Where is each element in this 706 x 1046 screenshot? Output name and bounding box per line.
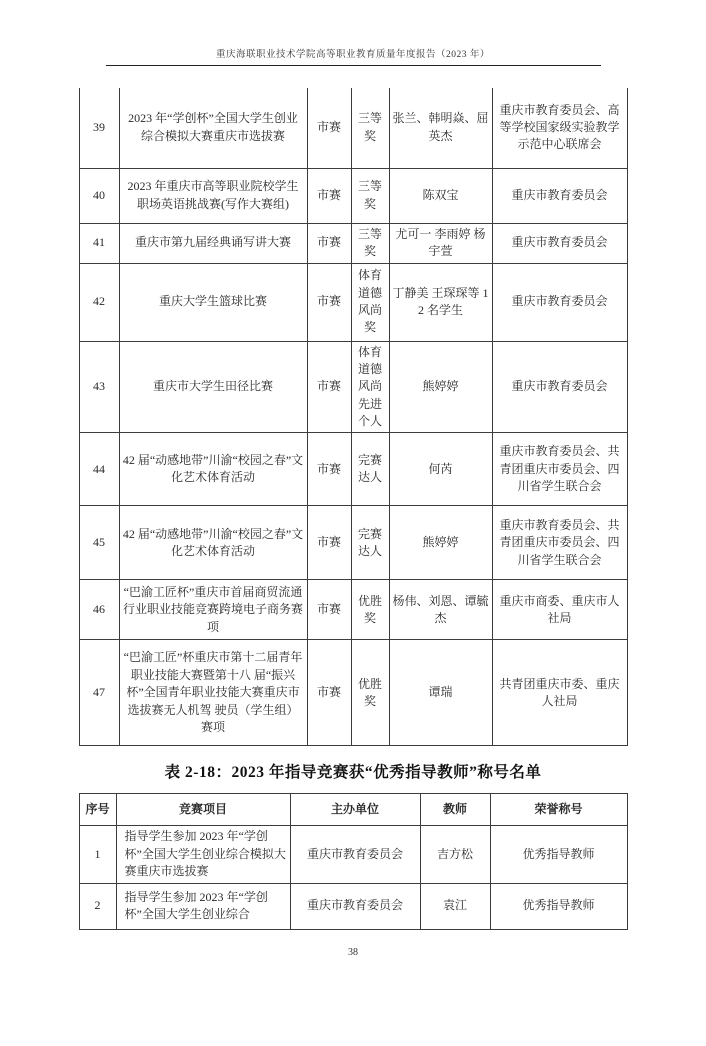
project-cell: 重庆市大学生田径比赛 — [119, 341, 307, 433]
organizer-cell: 重庆市教育委员会、共青团重庆市委员会、四川省学生联合会 — [492, 433, 627, 506]
students-cell: 丁静美 王琛琛等 12 名学生 — [389, 263, 492, 341]
award-cell: 完赛达人 — [351, 433, 389, 506]
students-cell: 张兰、韩明焱、屈英杰 — [389, 88, 492, 168]
row-number-cell: 46 — [79, 580, 119, 640]
table-row — [79, 168, 627, 223]
organizer-cell: 重庆市教育委员会 — [492, 263, 627, 341]
teacher-cell: 袁江 — [420, 883, 490, 929]
students-cell: 陈双宝 — [389, 168, 492, 223]
students-cell: 谭瑞 — [389, 640, 492, 746]
organizer-cell: 重庆市教育委员会、高等学校国家级实验教学示范中心联席会 — [492, 88, 627, 168]
row-number-cell: 41 — [79, 223, 119, 263]
organizer-cell: 重庆市教育委员会、共青团重庆市委员会、四川省学生联合会 — [492, 506, 627, 580]
row-number-cell: 43 — [79, 341, 119, 433]
organizer-cell: 重庆市教育委员会 — [492, 168, 627, 223]
table-row — [79, 580, 627, 640]
row-number-cell: 42 — [79, 263, 119, 341]
organizer-cell: 重庆市教育委员会 — [290, 883, 420, 929]
level-cell: 市赛 — [307, 223, 351, 263]
project-cell: 重庆大学生篮球比赛 — [119, 263, 307, 341]
table-caption: 表 2-18：2023 年指导竞赛获“优秀指导教师”称号名单 — [164, 764, 542, 782]
award-cell: 三等奖 — [351, 223, 389, 263]
row-number-cell: 1 — [79, 826, 116, 883]
level-cell: 市赛 — [307, 88, 351, 168]
competition-awards-table — [79, 88, 628, 746]
teacher-cell: 吉方松 — [420, 826, 490, 883]
organizer-cell: 重庆市教育委员会 — [290, 826, 420, 883]
project-cell: “巴渝工匠”杯重庆市第十二届青年职业技能大赛暨第十八 届“振兴杯”全国青年职业技能大赛重庆市选拔赛无人机驾 驶员（学生组）赛项 — [119, 640, 307, 746]
row-number-cell: 44 — [79, 433, 119, 506]
table-row — [79, 88, 627, 168]
row-number-cell: 2 — [79, 883, 116, 929]
level-cell: 市赛 — [307, 433, 351, 506]
project-cell: 2023 年重庆市高等职业院校学生职场英语挑战赛(写作大赛组) — [119, 168, 307, 223]
outstanding-teachers-table — [79, 793, 628, 929]
award-cell: 体育道德风尚先进个人 — [351, 341, 389, 433]
table-row — [79, 883, 627, 929]
row-number-cell: 47 — [79, 640, 119, 746]
table-row — [79, 640, 627, 746]
row-number-cell: 45 — [79, 506, 119, 580]
level-cell: 市赛 — [307, 263, 351, 341]
table-row — [79, 341, 627, 433]
column-header-project: 竞赛项目 — [116, 794, 290, 826]
project-cell: 指导学生参加 2023 年“学创杯”全国大学生创业综合 — [116, 883, 290, 929]
project-cell: 2023 年“学创杯”全国大学生创业综合模拟大赛重庆市选拔赛 — [119, 88, 307, 168]
award-cell: 体育道德风尚奖 — [351, 263, 389, 341]
table-header-row — [79, 794, 627, 826]
table-row — [79, 223, 627, 263]
project-cell: 42 届“动感地带”川渝“校园之春”文化艺术体育活动 — [119, 433, 307, 506]
column-header-organizer: 主办单位 — [290, 794, 420, 826]
page-number: 38 — [348, 946, 358, 958]
project-cell: 指导学生参加 2023 年“学创杯”全国大学生创业综合模拟大赛重庆市选拔赛 — [116, 826, 290, 883]
column-header-honor: 荣誉称号 — [490, 794, 627, 826]
level-cell: 市赛 — [307, 168, 351, 223]
level-cell: 市赛 — [307, 580, 351, 640]
students-cell: 熊婷婷 — [389, 506, 492, 580]
table-row — [79, 263, 627, 341]
award-cell: 完赛达人 — [351, 506, 389, 580]
honor-cell: 优秀指导教师 — [490, 883, 627, 929]
organizer-cell: 重庆市教育委员会 — [492, 341, 627, 433]
project-cell: 42 届“动感地带”川渝“校园之春”文化艺术体育活动 — [119, 506, 307, 580]
award-cell: 优胜奖 — [351, 580, 389, 640]
project-cell: “巴渝工匠杯”重庆市首届商贸流通行业职业技能竞赛跨境电子商务赛项 — [119, 580, 307, 640]
students-cell: 杨伟、刘恩、谭毓杰 — [389, 580, 492, 640]
level-cell: 市赛 — [307, 640, 351, 746]
students-cell: 何芮 — [389, 433, 492, 506]
table-row — [79, 826, 627, 883]
level-cell: 市赛 — [307, 341, 351, 433]
table-row — [79, 433, 627, 506]
organizer-cell: 重庆市教育委员会 — [492, 223, 627, 263]
row-number-cell: 39 — [79, 88, 119, 168]
level-cell: 市赛 — [307, 506, 351, 580]
table-row — [79, 506, 627, 580]
page-header — [106, 46, 601, 66]
students-cell: 熊婷婷 — [389, 341, 492, 433]
column-header-no: 序号 — [79, 794, 116, 826]
award-cell: 优胜奖 — [351, 640, 389, 746]
row-number-cell: 40 — [79, 168, 119, 223]
report-title: 重庆海联职业技术学院高等职业教育质量年度报告（2023 年） — [216, 50, 490, 60]
organizer-cell: 共青团重庆市委、重庆人社局 — [492, 640, 627, 746]
award-cell: 三等奖 — [351, 168, 389, 223]
honor-cell: 优秀指导教师 — [490, 826, 627, 883]
project-cell: 重庆市第九届经典诵写讲大赛 — [119, 223, 307, 263]
award-cell: 三等奖 — [351, 88, 389, 168]
organizer-cell: 重庆市商委、重庆市人社局 — [492, 580, 627, 640]
students-cell: 尤可一 李雨婷 杨宇萱 — [389, 223, 492, 263]
column-header-teacher: 教师 — [420, 794, 490, 826]
